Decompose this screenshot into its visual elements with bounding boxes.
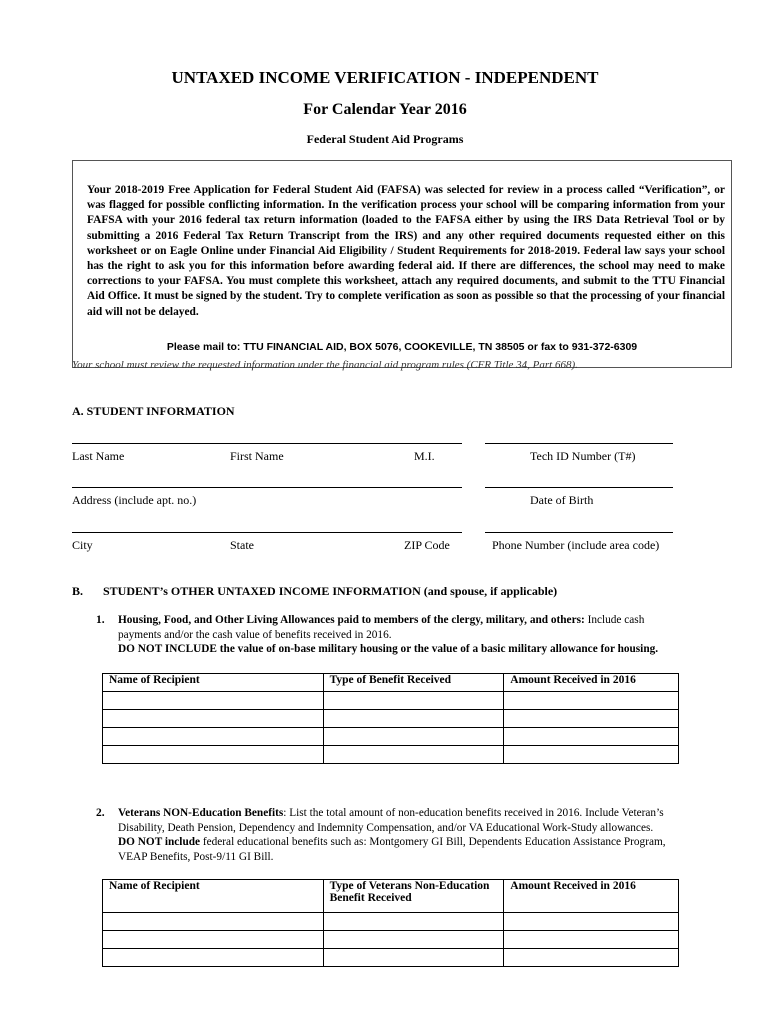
address-field-line[interactable] [72,487,462,488]
tech-id-field-line[interactable] [485,443,673,444]
table-row [103,710,679,728]
table-row [103,728,679,746]
table-cell[interactable] [103,710,324,728]
table-row [103,746,679,764]
city-field-line[interactable] [72,532,462,533]
review-note: Your school must review the requested information under the financial aid program rules (CFR Title 34, Part 668). [72,359,578,371]
table-row [103,913,679,931]
table-cell[interactable] [504,746,679,764]
col-type-of-benefit: Type of Benefit Received [323,674,504,692]
dob-field-line[interactable] [485,487,673,488]
table-cell[interactable] [323,728,504,746]
table-cell[interactable] [504,913,679,931]
table-cell[interactable] [103,692,324,710]
col-name-of-recipient: Name of Recipient [103,880,324,913]
table-cell[interactable] [504,692,679,710]
dob-label: Date of Birth [530,493,594,507]
item-1-description: Include cash payments and/or the cash value of benefits received in 2016. [118,614,645,641]
section-b-letter: B. [72,584,84,598]
table-cell[interactable] [103,949,324,967]
col-amount-received: Amount Received in 2016 [504,880,679,913]
table-cell[interactable] [323,746,504,764]
state-label: State [230,538,254,552]
table-cell[interactable] [103,728,324,746]
section-a-heading: A. STUDENT INFORMATION [72,404,235,418]
item-2-warning-text: federal educational benefits such as: Montgomery GI Bill, Dependents Education Assistance Program, VEAP Benefits, Post-9/11 GI Bill. [118,836,666,863]
table-row [103,931,679,949]
col-type-of-veterans-benefit: Type of Veterans Non-Education Benefit Received [323,880,504,913]
page-subtitle-programs: Federal Student Aid Programs [306,132,464,146]
phone-label: Phone Number (include area code) [492,538,660,552]
item-2-description: : List the total amount of non-education benefits received in 2016. Include Veteran’s Disability, Death Pension, Dependency and Indemnity Compensation, and/or VA Educational Work-Study allowances. [118,807,664,834]
intro-paragraph: Your 2018-2019 Free Application for Federal Student Aid (FAFSA) was selected for review in a process called “Verification”, or was flagged for possible conflicting information. In the verification process your school will be comparing information from your FAFSA with your 2016 federal tax return information (loaded to the FAFSA either by using the IRS Data Retrieval Tool or by submitting a 2016 Federal Tax Return Transcript from the IRS) and any other required documents requested either on this worksheet or on Eagle Online under Financial Aid Eligibility / Student Requirements for 2018-2019. Federal law says your school has the right to ask you for this information before awarding federal aid. If there are differences, the school may need to make corrections to your FAFSA. You must complete this worksheet, attach any required documents, and submit to the TTU Financial Aid Office. It must be signed by the student. Try to complete verification as soon as possible so that the processing of your financial aid will not be delayed. [87,184,725,318]
item-2-bold: Veterans NON-Education Benefits [118,807,284,819]
section-b-heading: STUDENT’s OTHER UNTAXED INCOME INFORMATION (and spouse, if applicable) [103,584,558,598]
table-row [103,692,679,710]
col-name-of-recipient: Name of Recipient [103,674,324,692]
page-subtitle-year: For Calendar Year 2016 [303,101,467,118]
table-cell[interactable] [504,710,679,728]
city-label: City [72,538,93,552]
table-cell[interactable] [323,710,504,728]
table-cell[interactable] [103,931,324,949]
mail-instructions: Please mail to: TTU FINANCIAL AID, BOX 5076, COOKEVILLE, TN 38505 or fax to 931-372-6309 [166,341,638,353]
item-1-warning: DO NOT INCLUDE the value of on-base military housing or the value of a basic military allowance for housing. [118,643,659,656]
mi-label: M.I. [414,449,435,463]
first-name-label: First Name [230,449,284,463]
table-cell[interactable] [103,913,324,931]
item-2-number: 2. [96,807,105,819]
address-label: Address (include apt. no.) [72,493,197,507]
table-cell[interactable] [504,931,679,949]
item-1-bold: Housing, Food, and Other Living Allowances paid to members of the clergy, military, and others: [118,614,585,626]
table-cell[interactable] [504,949,679,967]
table-cell[interactable] [103,746,324,764]
page-title: UNTAXED INCOME VERIFICATION - INDEPENDENT [171,68,599,87]
col-amount-received: Amount Received in 2016 [504,674,679,692]
name-field-line[interactable] [72,443,462,444]
item-1-number: 1. [96,614,105,626]
tech-id-label: Tech ID Number (T#) [530,449,636,463]
phone-field-line[interactable] [485,532,673,533]
table-cell[interactable] [323,692,504,710]
veterans-benefits-table [102,879,679,967]
zip-label: ZIP Code [404,538,450,552]
table-cell[interactable] [323,931,504,949]
housing-allowance-table [102,673,679,764]
table-cell[interactable] [323,913,504,931]
item-2-warning-bold: DO NOT include [118,836,201,849]
last-name-label: Last Name [72,449,125,463]
intro-text [87,183,725,320]
table-row [103,949,679,967]
item-1-text [118,613,690,657]
table-cell[interactable] [504,728,679,746]
item-2-text [118,806,690,864]
table-cell[interactable] [323,949,504,967]
